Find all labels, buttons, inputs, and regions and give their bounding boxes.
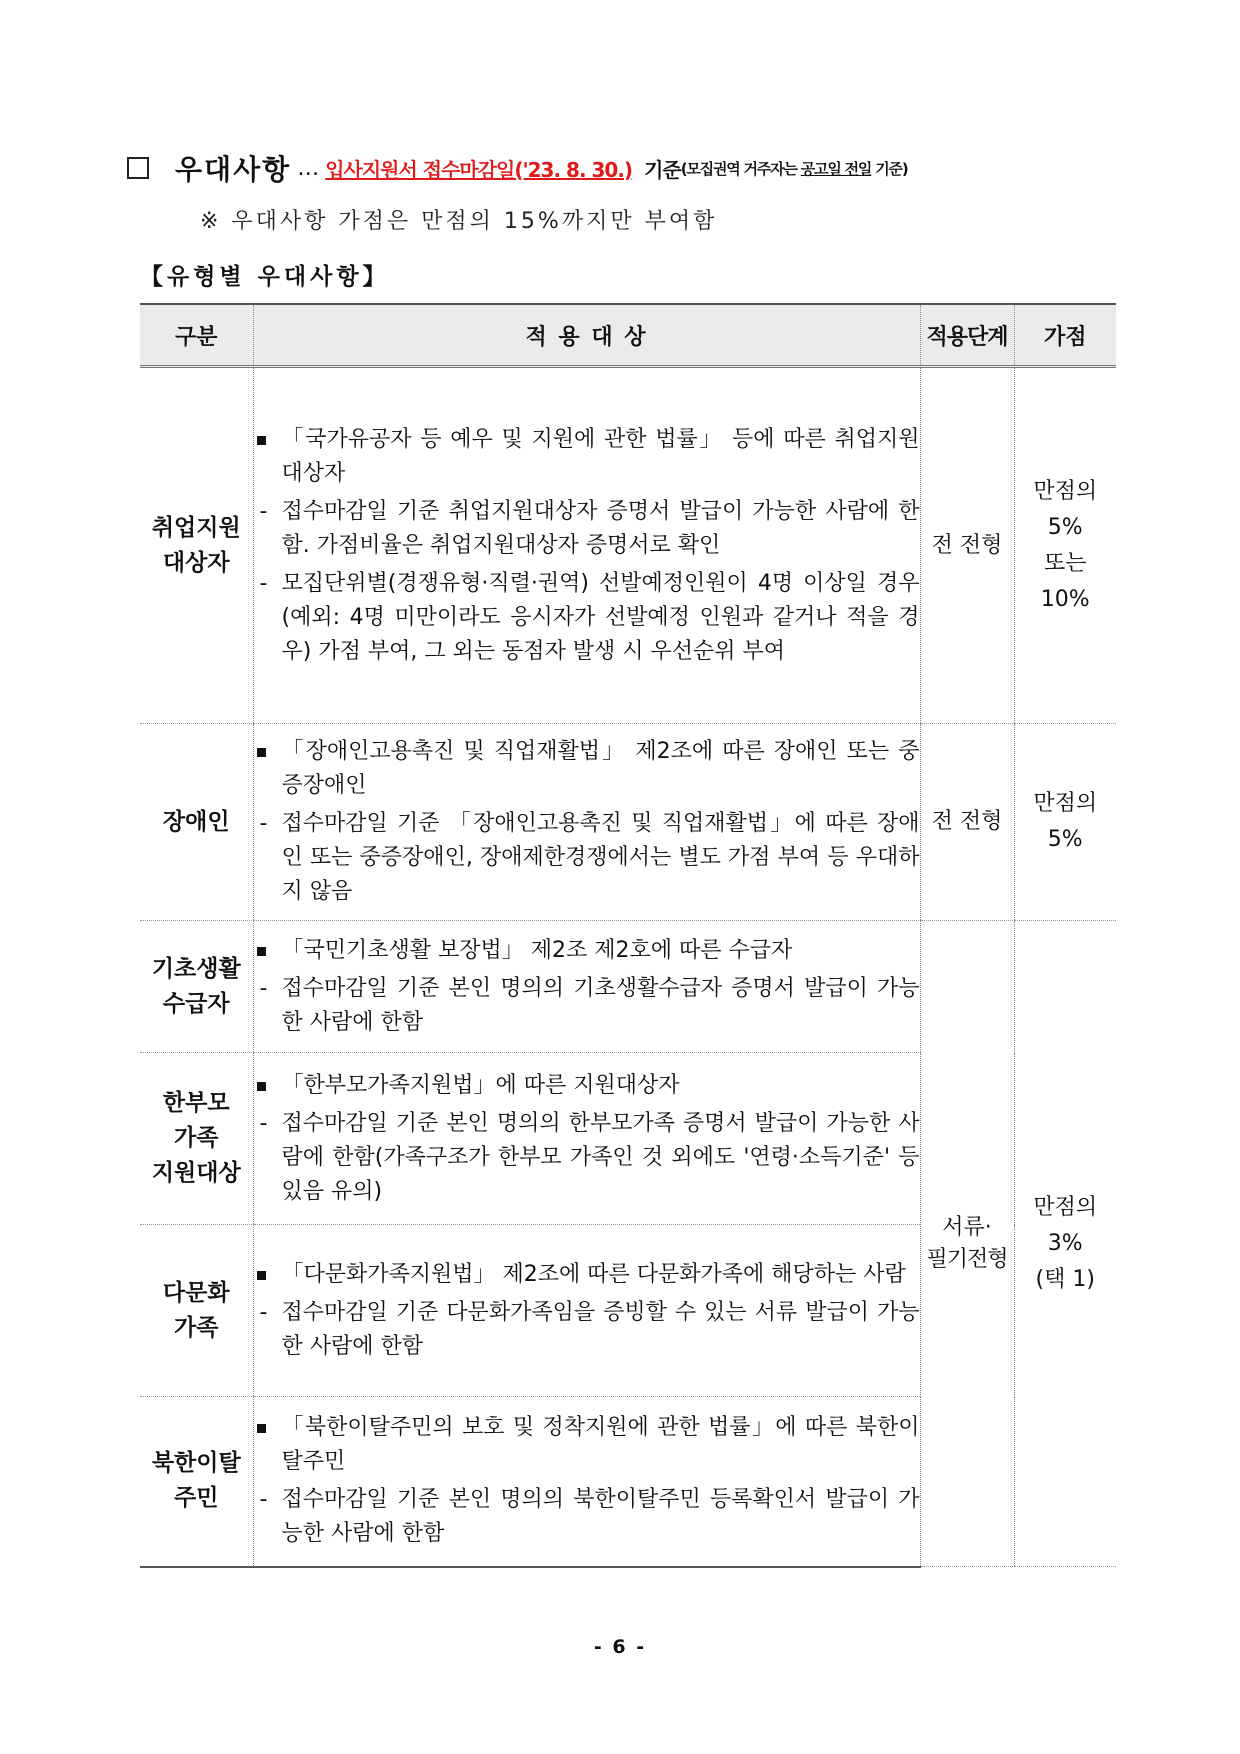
header-points: 가점 xyxy=(1014,304,1116,367)
residency-note: (모집권역 거주자는 공고일 전일 기준) xyxy=(680,159,908,178)
target-item: 「장애인고용촉진 및 직업재활법」 제2조에 따른 장애인 또는 중증장애인 xyxy=(254,735,920,803)
checkbox-icon xyxy=(127,157,149,179)
row-target xyxy=(253,921,920,1053)
row-stage: 전 전형 xyxy=(920,724,1014,921)
target-detail: - 접수마감일 기준 본인 명의의 기초생활수급자 증명서 발급이 가능한 사람에 한함 xyxy=(254,972,920,1040)
row-points: 만점의 5% xyxy=(1014,724,1116,921)
target-item: 「북한이탈주민의 보호 및 정착지원에 관한 법률」에 따른 북한이탈주민 xyxy=(254,1411,920,1479)
section-title: 우대사항 xyxy=(175,153,292,186)
row-category: 다문화 가족 xyxy=(140,1225,253,1397)
target-item: 「한부모가족지원법」에 따른 지원대상자 xyxy=(254,1069,920,1103)
target-detail: - 접수마감일 기준 「장애인고용촉진 및 직업재활법」에 따른 장애인 또는 중증장애인, 장애제한경쟁에서는 별도 가점 부여 등 우대하지 않음 xyxy=(254,807,920,909)
target-item: 「국가유공자 등 예우 및 지원에 관한 법률」 등에 따른 취업지원대상자 xyxy=(254,423,920,491)
row-category: 장애인 xyxy=(140,724,253,921)
table-row xyxy=(140,724,1116,921)
target-detail: - 접수마감일 기준 다문화가족임을 증빙할 수 있는 서류 발급이 가능한 사람에 한함 xyxy=(254,1296,920,1364)
table-row xyxy=(140,921,1116,1053)
points-cap-note: ※ 우대사항 가점은 만점의 15%까지만 부여함 xyxy=(200,209,718,234)
target-item: 「다문화가족지원법」 제2조에 따른 다문화가족에 해당하는 사람 xyxy=(254,1258,920,1292)
row-category: 북한이탈 주민 xyxy=(140,1397,253,1567)
target-detail: - 접수마감일 기준 본인 명의의 한부모가족 증명서 발급이 가능한 사람에 한함(가족구조가 한부모 가족인 것 외에도 '연령·소득기준' 등 있음 유의) xyxy=(254,1107,920,1209)
row-target xyxy=(253,367,920,724)
row-category: 취업지원 대상자 xyxy=(140,367,253,724)
table-subtitle: 【유형별 우대사항】 xyxy=(140,263,390,290)
target-detail: - 모집단위별(경쟁유형·직렬·권역) 선발예정인원이 4명 이상일 경우(예외: 4명 미만이라도 응시자가 선발예정 인원과 같거나 적을 경우) 가점 부여, 그 외는 동점자 발생 시 우선순위 부여 xyxy=(254,567,920,669)
header-target: 적 용 대 상 xyxy=(253,304,920,367)
target-detail: - 접수마감일 기준 본인 명의의 북한이탈주민 등록확인서 발급이 가능한 사람에 한함 xyxy=(254,1483,920,1551)
row-target xyxy=(253,1053,920,1225)
header-category: 구분 xyxy=(140,304,253,367)
header-stage: 적용단계 xyxy=(920,304,1014,367)
page-number: - 6 - xyxy=(593,1636,647,1658)
criteria-text: 기준 xyxy=(644,157,681,182)
row-points: 만점의 5% 또는 10% xyxy=(1014,367,1116,724)
row-target xyxy=(253,724,920,921)
target-detail: - 접수마감일 기준 취업지원대상자 증명서 발급이 가능한 사람에 한함. 가점비율은 취업지원대상자 증명서로 확인 xyxy=(254,495,920,563)
table-header-row xyxy=(140,304,1116,367)
target-item: 「국민기초생활 보장법」 제2조 제2호에 따른 수급자 xyxy=(254,934,920,968)
row-category: 기초생활 수급자 xyxy=(140,921,253,1053)
row-category: 한부모 가족 지원대상 xyxy=(140,1053,253,1225)
row-target xyxy=(253,1225,920,1397)
shared-points: 만점의 3% (택 1) xyxy=(1014,921,1116,1567)
section-heading xyxy=(127,148,1127,188)
preference-table xyxy=(140,303,1116,1568)
row-stage: 전 전형 xyxy=(920,367,1014,724)
deadline-text: 입사지원서 접수마감일('23. 8. 30.) xyxy=(325,157,633,182)
shared-stage: 서류· 필기전형 xyxy=(920,921,1014,1567)
ellipsis: … xyxy=(297,155,320,181)
row-target xyxy=(253,1397,920,1567)
table-row xyxy=(140,367,1116,724)
